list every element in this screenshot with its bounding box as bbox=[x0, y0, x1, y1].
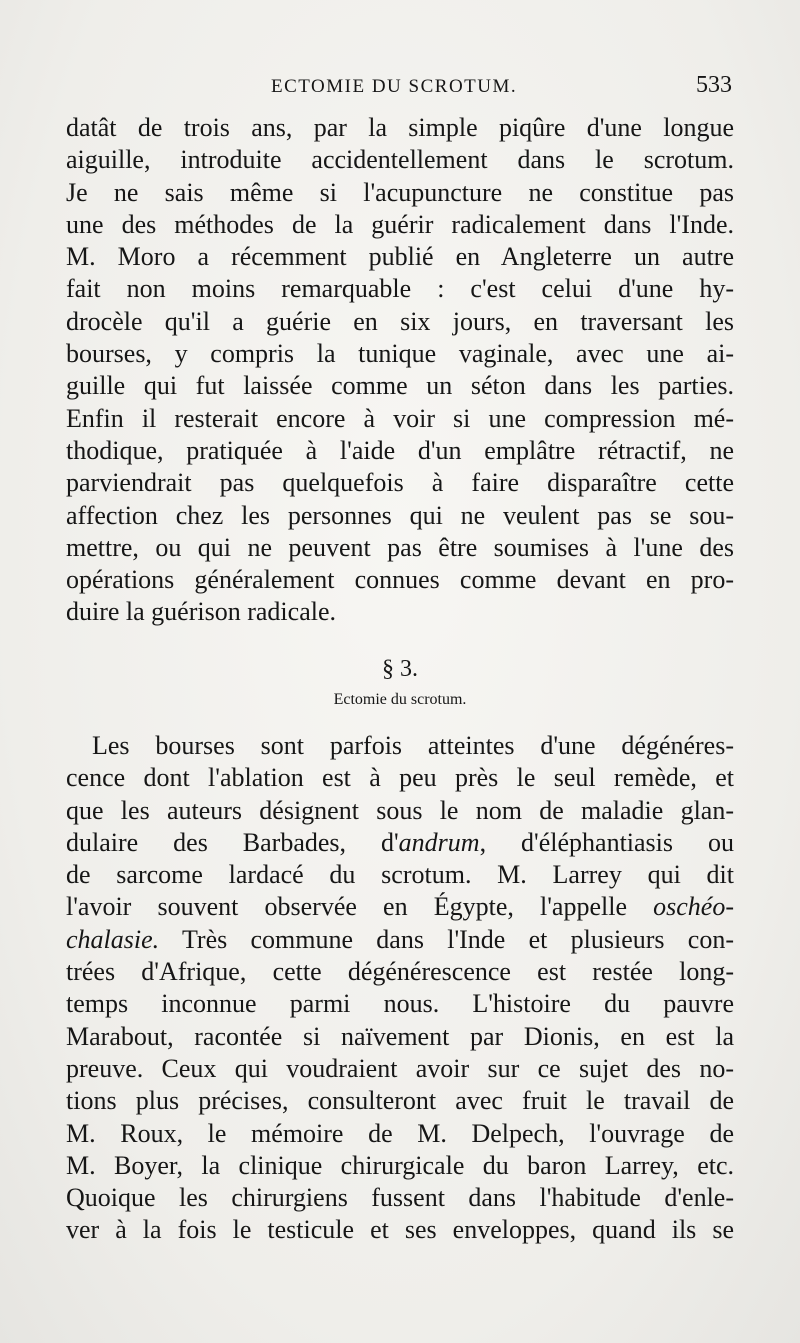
italic-term: oschéo- bbox=[653, 892, 734, 922]
page-header bbox=[66, 72, 734, 104]
text-line: mettre, ou qui ne peuvent pas être soumises à l'une des bbox=[66, 532, 734, 562]
text-line: Je ne sais même si l'acupuncture ne constitue pas bbox=[66, 177, 734, 207]
text-line: guille qui fut laissée comme un séton dans les parties. bbox=[66, 371, 734, 401]
text-line: Enfin il resterait encore à voir si une compression mé- bbox=[66, 403, 734, 433]
text-line: drocèle qu'il a guérie en six jours, en traversant les bbox=[66, 306, 734, 336]
text-line: M. Roux, le mémoire de M. Delpech, l'ouvrage de bbox=[66, 1118, 734, 1148]
text-line: aiguille, introduite accidentellement dans le scrotum. bbox=[66, 145, 734, 175]
section-title: Ectomie du scrotum. bbox=[333, 691, 467, 708]
text-line: Quoique les chirurgiens fussent dans l'habitude d'enle- bbox=[66, 1183, 734, 1213]
italic-term: andrum bbox=[398, 827, 480, 857]
paragraph-continued bbox=[66, 112, 734, 629]
text-line: parviendrait pas quelquefois à faire disparaître cette bbox=[66, 468, 734, 498]
text-line bbox=[66, 924, 734, 956]
text-line bbox=[66, 891, 734, 923]
text-segment: dulaire des Barbades, d' bbox=[66, 827, 399, 857]
text-line: fait non moins remarquable : c'est celui d'une hy- bbox=[66, 274, 734, 304]
section-number: § 3. bbox=[382, 656, 418, 682]
text-segment: l'avoir souvent observée en Égypte, l'appelle bbox=[66, 892, 654, 922]
running-head: ECTOMIE DU SCROTUM. bbox=[271, 76, 518, 97]
text-line: ver à la fois le testicule et ses enveloppes, quand ils se bbox=[66, 1215, 734, 1245]
text-line: duire la guérison radicale. bbox=[66, 597, 336, 627]
text-line: trées d'Afrique, cette dégénérescence est restée long- bbox=[66, 957, 734, 987]
text-line: cence dont l'ablation est à peu près le seul remède, et bbox=[66, 763, 734, 793]
italic-term: chalasie. bbox=[66, 924, 160, 954]
text-segment: , d'éléphantiasis ou bbox=[479, 827, 734, 857]
text-line: preuve. Ceux qui voudraient avoir sur ce sujet des no- bbox=[66, 1053, 734, 1083]
text-line: M. Boyer, la clinique chirurgicale du baron Larrey, etc. bbox=[66, 1150, 734, 1180]
text-line: affection chez les personnes qui ne veulent pas se sou- bbox=[66, 500, 734, 530]
text-line: que les auteurs désignent sous le nom de maladie glan- bbox=[66, 795, 734, 825]
text-line: thodique, pratiquée à l'aide d'un emplâtre rétractif, ne bbox=[66, 435, 734, 465]
text-line: Marabout, racontée si naïvement par Dionis, en est la bbox=[66, 1021, 734, 1051]
text-line: M. Moro a récemment publié en Angleterre un autre bbox=[66, 242, 734, 272]
page-number: 533 bbox=[696, 72, 732, 98]
text-line: bourses, y compris la tunique vaginale, avec une ai- bbox=[66, 339, 734, 369]
text-line: tions plus précises, consulteront avec fruit le travail de bbox=[66, 1086, 734, 1116]
text-line: une des méthodes de la guérir radicalement dans l'Inde. bbox=[66, 209, 734, 239]
text-line: Les bourses sont parfois atteintes d'une dégénéres- bbox=[92, 731, 734, 760]
text-line: de sarcome lardacé du scrotum. M. Larrey qui dit bbox=[66, 860, 734, 890]
text-line bbox=[66, 827, 734, 859]
text-segment: Très commune dans l'Inde et plusieurs con- bbox=[159, 924, 734, 954]
text-line: temps inconnue parmi nous. L'histoire du pauvre bbox=[66, 989, 734, 1019]
paragraph-ectomie bbox=[66, 730, 734, 1247]
text-line: datât de trois ans, par la simple piqûre d'une longue bbox=[66, 113, 734, 142]
text-line: opérations généralement connues comme devant en pro- bbox=[66, 565, 734, 595]
